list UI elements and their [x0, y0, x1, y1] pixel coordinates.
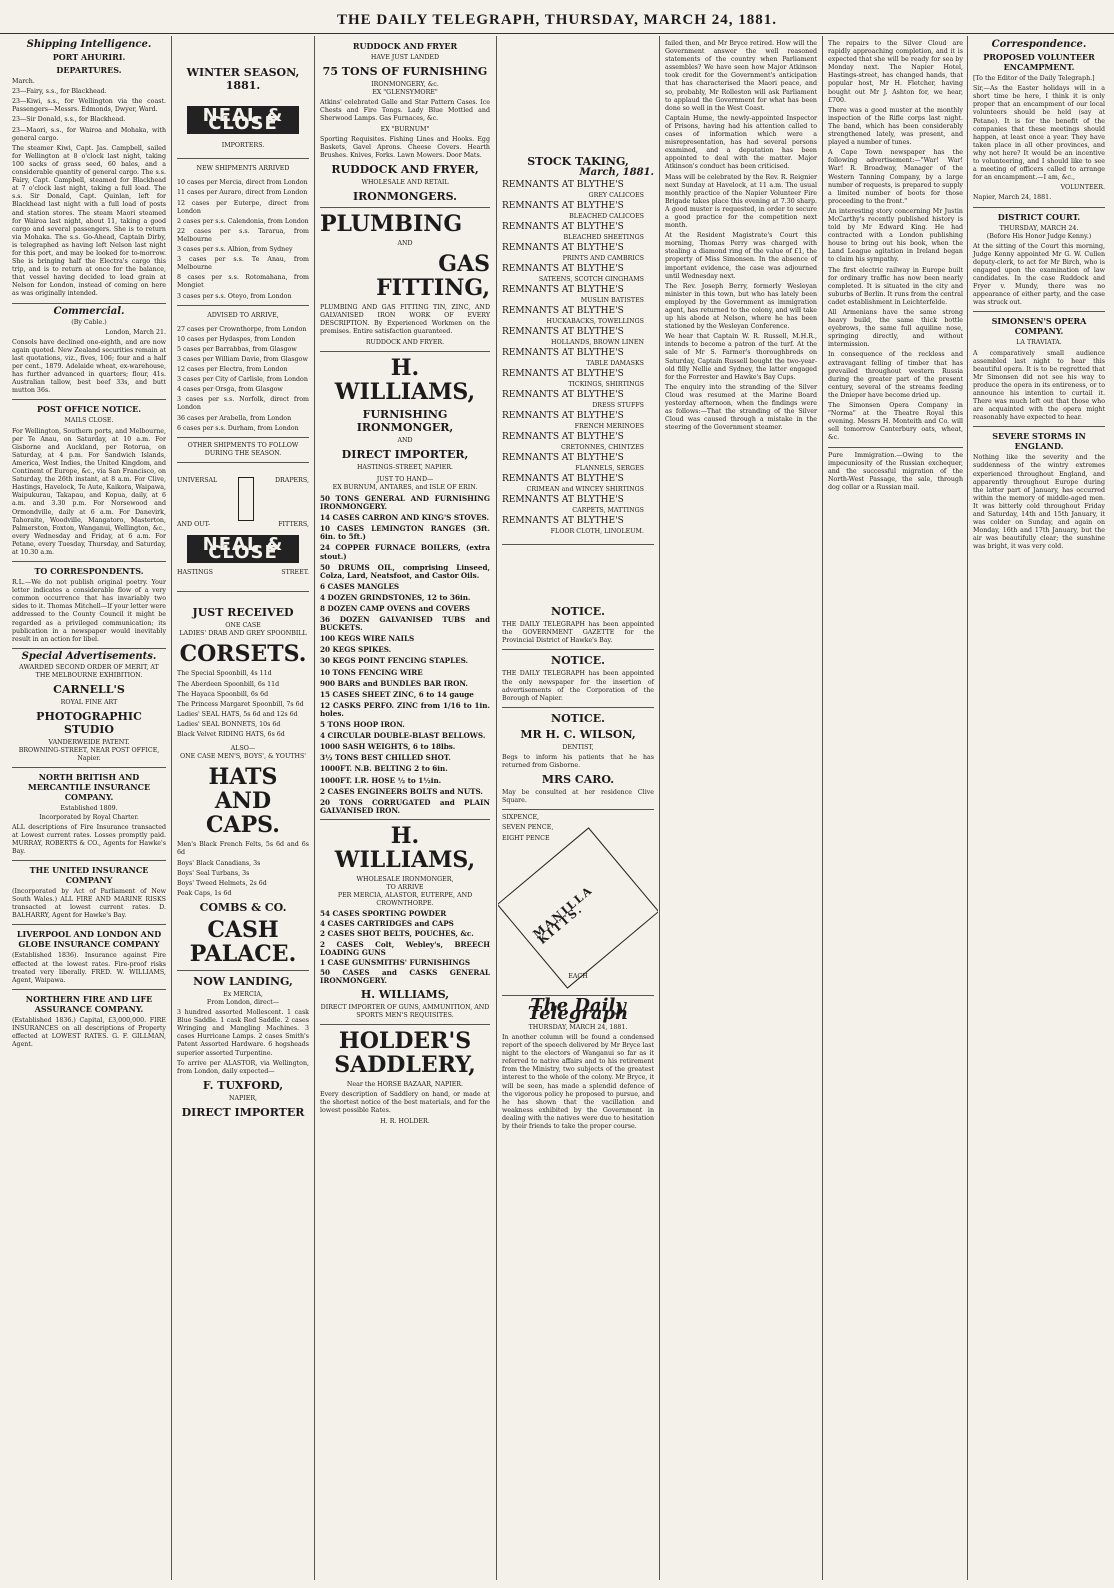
stock-item: 12 CASKS PERFO. ZINC from 1/16 to 1in. holes. [320, 700, 490, 718]
manilla-kitts-diagonal [498, 827, 658, 988]
liverpool-text: (Established 1836). Insurance against Fire effected at the lowest rates. Fire-proof risks treated very liberally. FRED. W. WILLIAMS, Agent, Waipawa. [12, 952, 166, 984]
shipment-item: 22 cases per s.s. Tararua, from Melbourne [177, 227, 309, 243]
northern-text: (Established 1836.) Capital, £3,000,000. FIRE INSURANCES on all descriptions of Property effected at LOWEST RATES. G. F. GILLMAN, Agent. [12, 1016, 166, 1049]
text-2: There was a good muster at the monthly inspection of the Rifle corps last night. The band, which has been considerably strengthened lately, was present, and played a number of tunes. [828, 106, 963, 147]
hat-item: Boys' Tweed Helmets, 2s 6d [177, 879, 267, 887]
stock-taking: STOCK TAKING, [527, 155, 629, 168]
stock-item: 20 TONS CORRUGATED and PLAIN GALVANISED IRON. [320, 797, 490, 815]
telegraph-date: THURSDAY, MARCH 24, 1881. [528, 1023, 628, 1031]
column-1 [8, 36, 170, 1580]
stock-item: 10 CASES LEMINGTON RANGES (3ft. 6in. to 5ft.) [320, 524, 490, 542]
notice-2-text: THE DAILY TELEGRAPH has been appointed the only newspaper for the insertion of advertisements of the Corporation of the Borough of Napier. [502, 670, 654, 702]
manilla-kitts: MANILLA KITTS. [530, 882, 596, 947]
departure-line: 23—Sir Donald, s.s., for Blackhead. [12, 116, 126, 124]
simonsen-title: SIMONSEN'S OPERA COMPANY. [991, 316, 1087, 337]
remnant-goods: HOLLANDS, BROWN LINEN [550, 339, 644, 347]
hat-item: Men's Black French Felts, 5s 6d and 6s 6d [177, 841, 309, 857]
advised-item: 6 cases per s.s. Durham, from London [177, 424, 299, 432]
opera-text: A comparatively small audience assembled last night to hear this beautiful opera. It is to be regretted that Mr Simonsen did not see his way to produce the opera in its entireness, or to announce his intention to curtail it. There was much left out that those who are acquainted with the opera might reasonably have expected to hear. [973, 349, 1105, 422]
column-5 [661, 36, 821, 1580]
remnant-heading: REMNANTS AT BLYTHE'S [502, 201, 624, 212]
shipment-item: 11 cases per Auraro, direct from London [177, 189, 308, 197]
stock-item: 3½ TONS BEST CHILLED SHOT. [320, 753, 451, 763]
united-title: THE UNITED INSURANCE COMPANY [29, 865, 149, 886]
stock-item: 100 KEGS WIRE NAILS [320, 634, 415, 644]
departure-line: 23—Fairy, s.s., for Blackhead. [12, 88, 107, 96]
from-london: From London, direct— [206, 998, 280, 1006]
shipment-item: 2 cases per s.s. Calendonia, from London [177, 217, 309, 225]
remnant-heading: REMNANTS AT BLYTHE'S [502, 495, 624, 506]
remnant-goods: MUSLIN BATISTES [580, 297, 644, 305]
tons-furnishing: 75 TONS OF FURNISHING [322, 65, 488, 79]
advised: ADVISED TO ARRIVE, [207, 311, 279, 319]
napier-date: Napier, March 24, 1881. [973, 194, 1052, 202]
telegraph-title: The Daily Telegraph [527, 994, 629, 1024]
stock-list [320, 495, 490, 815]
march-label: March. [12, 78, 35, 86]
remnant-heading: REMNANTS AT BLYTHE'S [502, 432, 624, 443]
street: STREET. [281, 569, 309, 577]
remnants-list [502, 180, 654, 536]
stock-item: 20 KEGS SPIKES. [320, 645, 392, 655]
one-case: ONE CASE [225, 622, 261, 630]
remnant-entry [502, 495, 654, 515]
stock-item: 900 BARS and BUNDLES BAR IRON. [320, 678, 468, 688]
text-3: Mass will be celebrated by the Rev. R. Reignier next Sunday at Havelock, at 11 a.m. The usual monthly practice of the Napier Volunteer Fire Brigade takes place this evening at 7.30 sharp. A good muster is requested, in order to secure a good practice for the competition next month. [665, 173, 817, 230]
departure-line: 23—Kiwi, s.s., for Wellington via the coast. Passengers—Messrs. Edmonds, Dwyer, Ward. [12, 98, 166, 114]
remnant-goods: BLEACHED SHEETINGS [563, 234, 644, 242]
and-1: AND [397, 240, 413, 248]
departure-line: 23—Maori, s.s., for Wairoa and Mohaka, with general cargo. [12, 126, 166, 142]
have-landed: HAVE JUST LANDED [370, 54, 440, 61]
wilson-text: Begs to inform his patients that he has returned from Gisborne. [502, 753, 654, 770]
remnant-goods: DRESS STUFFS [592, 402, 644, 410]
stock-item: 1000 SASH WEIGHTS, 6 to 18lbs. [320, 742, 456, 752]
remnant-entry [502, 348, 654, 368]
remnant-goods: FRENCH MERINOES [574, 423, 644, 431]
incorporated: Incorporated by Royal Charter. [39, 813, 139, 821]
mails-close: MAILS CLOSE. [64, 417, 114, 425]
neal-close-logo-2: NEAL & CLOSE [187, 535, 299, 563]
notice-1-text: THE DAILY TELEGRAPH has been appointed the GOVERNMENT GAZETTE for the Provincial District of Hawke's Bay. [502, 621, 654, 645]
remnant-goods: TABLE DAMASKS [586, 360, 644, 368]
remnant-entry [502, 516, 654, 536]
corset-item: Black Velvet RIDING HATS, 6s 6d [177, 731, 285, 739]
wholesale-ironmonger: WHOLESALE IRONMONGER, [356, 875, 454, 883]
now-landing: NOW LANDING, [193, 974, 293, 988]
wilson: MR H. C. WILSON, [520, 727, 636, 741]
storms-title: SEVERE STORMS IN ENGLAND. [992, 431, 1086, 452]
remnant-heading: REMNANTS AT BLYTHE'S [502, 411, 624, 422]
remnant-goods: PRINTS AND CAMBRICS [562, 255, 644, 263]
stock-item: 2 CASES ENGINEERS BOLTS and NUTS. [320, 786, 483, 796]
arrive-item: 1 CASE GUNSMITHS' FURNISHINGS [320, 957, 471, 967]
ex-ships: EX BURNUM, ANTARES, and ISLE OF ERIN. [332, 483, 478, 491]
stock-item: 8 DOZEN CAMP OVENS and COVERS [320, 604, 470, 613]
each: EACH [568, 972, 588, 980]
combs: COMBS & CO. [199, 900, 287, 914]
remnant-entry [502, 453, 654, 473]
shipment-item: 3 cases per s.s. Oteyo, from London [177, 292, 292, 300]
shipping-text: The steamer Kiwi, Capt. Jas. Campbell, sailed for Wellington at 8 o'clock last night, taking 100 sacks of grass seed, 60 bales, and a considerable quantity of general cargo. The s.s. Fairy, Capt. Campbell, steamed for Blackhead at 7 o'clock last night, taking a full load. The s.s. Sir Donald, Capt. Quinlan, left for Blackhead last night with a full load of posts and station stores. The steam Maori steamed for Wairoa last night, about 11, taking a good cargo and several passengers. She is to return via Mohaka. The s.s. Go-Ahead, Captain Dirby, is telegraphed as having left Nelson last night for this port, and may be looked for to-morrow. She is bringing half the Electra's cargo this trip, and is to return at once for the balance, that vessel having decided to load grain at Nelson for London, instead of coming on here as was originally intended. [12, 144, 166, 298]
winter-season: WINTER SEASON, 1881. [186, 66, 300, 92]
la-traviata: LA TRAVIATA. [1016, 339, 1062, 347]
ruddock-fryer: RUDDOCK AND FRYER, [331, 162, 479, 176]
ex-mercia: Ex MERCIA, [223, 990, 263, 998]
remnant-heading: REMNANTS AT BLYTHE'S [502, 516, 624, 527]
items-2: Sporting Requisites. Fishing Lines and Hooks. Egg Baskets, Gavel Aprons. Cheese Covers. Hearth Brushes. Knives, Forks. Lawn Mowers. Door Mats. [320, 135, 490, 159]
cash-palace: CASH PALACE. [189, 916, 297, 967]
ruddock-fryer-2: RUDDOCK AND FRYER. [365, 338, 445, 346]
remnant-heading: REMNANTS AT BLYTHE'S [502, 264, 624, 275]
notice-2-title: NOTICE. [551, 654, 605, 668]
remnant-heading: REMNANTS AT BLYTHE'S [502, 453, 624, 464]
court-text: At the sitting of the Court this morning, Judge Kenny appointed Mr G. W. Cullen deputy-clerk, to act for Mr Birch, who is engaged upon the examination of law candidates. In the case Ruddock and Fryer v. Mundy, there was no appearance of either party, and the case was struck out. [973, 242, 1105, 307]
text-5: The first electric railway in Europe built for ordinary traffic has now been nearly completed. It is situated in the city and suburbs of Berlin. It runs from the central cadet establishment in Leichterfelde. [828, 266, 963, 306]
advised-item: 12 cases per Electra, from London [177, 366, 288, 374]
direct-importer: DIRECT IMPORTER, [341, 447, 469, 461]
remnant-heading: REMNANTS AT BLYTHE'S [502, 306, 624, 317]
remnant-heading: REMNANTS AT BLYTHE'S [502, 243, 624, 254]
photographic-studio: PHOTOGRAPHIC STUDIO [36, 710, 142, 737]
northern-title: NORTHERN FIRE AND LIFE ASSURANCE COMPANY. [25, 993, 153, 1014]
remnant-entry [502, 474, 654, 494]
ladies: LADIES' DRAB AND GREY SPOONBILL [179, 630, 307, 638]
remnant-entry [502, 180, 654, 200]
plumbing-text: PLUMBING AND GAS FITTING TIN, ZINC, AND GALVANISED IRON WORK OF EVERY DESCRIPTION. By Experienced Workmen on the premises. Entire satisfaction guaranteed. [320, 304, 490, 336]
just-to-hand: JUST TO HAND— [376, 475, 434, 483]
stock-item: 4 CIRCULAR DOUBLE-BLAST BELLOWS. [320, 731, 486, 741]
advised-item: 5 cases per Barrabbas, from Glasgow [177, 345, 297, 353]
remnant-goods: CRETONNES, CHINTZES [560, 444, 644, 452]
stock-item: 15 CASES SHEET ZINC, 6 to 14 gauge [320, 689, 474, 699]
and-2: AND [397, 436, 413, 444]
holder-saddlery: HOLDER'S SADDLERY, [334, 1028, 476, 1079]
remnant-heading: REMNANTS AT BLYTHE'S [502, 285, 624, 296]
stock-item: 10 TONS FENCING WIRE [320, 667, 423, 677]
hats-and-caps: HATS AND CAPS. [206, 764, 280, 839]
shipment-item: 3 cases per s.s. Albion, from Sydney [177, 246, 293, 254]
text-2: Captain Hume, the newly-appointed Inspector of Prisons, having had his attention called to cases of information which were a misrepresentation, has had several persons examined, and a deputation has been appointed to deal with the matter. Major Atkinson's conduct has been criticised. [665, 114, 817, 171]
landing-items: 3 hundred assorted Mollescent. 1 cask Blue Saddle. 1 cask Red Saddle. 2 cases Wringing and Mangling Machines. 3 cases Hurricane Lamps. 2 cases Smith's Patent Assorted Hardware. 6 hogsheads superior assorted Turpentine. [177, 1009, 309, 1057]
notice-3-title: NOTICE. [551, 711, 605, 725]
remnant-goods: FLOOR CLOTH, LINOLEUM. [550, 528, 644, 536]
text-1: The repairs to the Silver Cloud are rapidly approaching completion, and it is expected that she will be ready for sea by Monday next. The Napier Hotel, Hastings-street, has changed hands, that popular host, Mr H. Fletcher, having bought out Mr J. Ashton for, we hear, £700. [828, 40, 963, 104]
by-cable: (By Cable.) [71, 318, 107, 326]
importer-guns: DIRECT IMPORTER OF GUNS, AMMUNITION, AND SPORTS MEN'S REQUISITES. [320, 1004, 490, 1020]
remnant-goods: GREY CALICOES [588, 192, 644, 200]
plumbing: PLUMBING [320, 211, 463, 238]
carnell: CARNELL'S [53, 683, 125, 697]
tuxford: F. TUXFORD, [202, 1078, 284, 1092]
proposed-encampment: PROPOSED VOLUNTEER ENCAMPMENT. [983, 52, 1095, 73]
correspondents-text: R.L.—We do not publish original poetry. Your letter indicates a considerable flow of a very common occurrence that has invariably two sides to it. Thomas Mitchell—If your letter were addressed to the County Council it might be regarded as a privileged communication; its publication in a newspaper would inevitably result in an action for libel. [12, 579, 166, 643]
correspondents-title: TO CORRESPONDENTS. [34, 566, 144, 577]
per-ships: PER MERCIA, ALASTOR, EUTERPE, AND CROWNTHORPE. [337, 892, 473, 908]
remnant-heading: REMNANTS AT BLYTHE'S [502, 474, 624, 485]
vanderweide: VANDERWEIDE PATENT. [48, 739, 130, 747]
stock-item: 36 DOZEN GALVANISED TUBS and BUCKETS. [320, 615, 490, 633]
arrive-item: 2 CASES Colt, Webley's, BREECH LOADING GUNS [320, 939, 490, 957]
shipping-title: Shipping Intelligence. [26, 39, 152, 50]
text-4: An interesting story concerning Mr Justin McCarthy's recently published history is told by Mr Edward King. He had contracted with a London publishing house to bring out his book, when the Land League agitation in Ireland began to claim his sympathy. [828, 207, 963, 264]
column-7 [969, 36, 1109, 1580]
thursday: THURSDAY, MARCH 24. [999, 224, 1079, 232]
stock-item: 1000FT. I.R. HOSE ½ to 1½in. [320, 775, 442, 785]
remnant-entry [502, 222, 654, 242]
district-court: DISTRICT COURT. [997, 211, 1081, 222]
commercial-title: Commercial. [53, 305, 125, 317]
remnant-heading: REMNANTS AT BLYTHE'S [502, 327, 624, 338]
wholesale: WHOLESALE AND RETAIL [361, 178, 449, 186]
ironmongery: IRONMONGERY, &c. [371, 81, 439, 89]
shipment-item: 12 cases per Euterpe, direct from London [177, 199, 309, 215]
before-judge: (Before His Honor Judge Kenny.) [986, 232, 1092, 240]
stock-item: 50 TONS GENERAL AND FURNISHING IRONMONGERY. [320, 493, 490, 512]
new-shipments: NEW SHIPMENTS ARRIVED [196, 165, 290, 173]
port-heading: PORT AHURIRI. [52, 52, 126, 63]
caro: MRS CARO. [541, 773, 615, 787]
ruddock-head: RUDDOCK AND FRYER [352, 41, 458, 51]
remnant-entry [502, 306, 654, 326]
storms-text: Nothing like the severity and the suddenness of the wintry extremes experienced throughout England, and apparently throughout Europe during the latter part of January, has occurred within the memory of middle-aged men. It was bitterly cold throughout Friday and Saturday, 14th and 15th January, it was colder on Sunday, and again on Monday, 16th and 17th January, but the air was beautifully clear; the sunshine was bright, it was very cold. [973, 454, 1105, 551]
advised-item: 3 cases per William Davie, from Glasgow [177, 355, 308, 363]
advised-item: 4 cases per Orsga, from Glasgow [177, 386, 283, 394]
correspondence-title: Correspondence. [991, 39, 1087, 50]
special-ads-title: Special Advertisements. [21, 650, 157, 662]
corset-item: Ladies' SEAL HATS, 5s 6d and 12s 6d [177, 710, 298, 718]
leader-text: In another column will be found a condensed report of the speech delivered by Mr Bryce last night to the electors of Wanganui so far as it referred to native affairs and to his retirement from the Ministry, two subjects of the greatest interest to the whole of the colony. Mr Bryce, it will be seen, has made a splendid defence of the vigorous policy he proposed to pursue, and he has shown that the vacillation and weakness exhibited by the Government in dealing with the natives were due to hesitation by their friends to take the proper course. [502, 1033, 654, 1130]
text-4: At the Resident Magistrate's Court this morning, Thomas Perry was charged with stealing a diamond ring of the value of £1, the property of Miss Simonsen. In the absence of important evidence, the case was adjourned until Wednesday next. [665, 232, 817, 280]
holder-text: Every description of Saddlery on hand, or made at the shortest notice of the best materials, and for the lowest possible Rates. [320, 1091, 490, 1115]
remnant-goods: BLEACHED CALICOES [569, 213, 644, 221]
also: ALSO— [230, 745, 256, 753]
holder-sign: H. R. HOLDER. [380, 1117, 430, 1125]
neal-close-logo: NEAL & CLOSE [187, 106, 299, 134]
remnant-entry [502, 432, 654, 452]
remnant-heading: REMNANTS AT BLYTHE'S [502, 369, 624, 380]
hat-item: Boys' Seal Turbans, 3s [177, 869, 250, 877]
correspondence-text: Sir,—As the Easter holidays will in a short time be here, I think it is only proper that an encampment of our local volunteers should be held (say at Petane). It is for the benefit of the companies that these meetings should happen, at least once a year. They have taken place in all other provinces, and why not here? It would be an incentive to volunteering, and I should like to see a meeting of officers called to arrange for an encampment.—I am, &c., [973, 85, 1105, 182]
advised-item: 3 cases per City of Carlisle, from London [177, 376, 308, 384]
awarded: AWARDED SECOND ORDER OF MERIT, AT THE MELBOURNE EXHIBITION. [19, 663, 159, 679]
arrive-text: To arrive per ALASTOR, via Wellington, from London, daily expected— [177, 1059, 309, 1075]
stock-item: 24 COPPER FURNACE BOILERS, (extra stout.) [320, 543, 490, 561]
remnant-goods: CARPETS, MATTINGS [572, 507, 644, 515]
remnant-entry [502, 390, 654, 410]
corset-item: The Aberdeen Spoonbill, 6s 11d [177, 680, 280, 688]
corset-item: The Princess Margaret Spoonbill, 7s 6d [177, 700, 304, 708]
advised-item: 36 cases per Arabella, from London [177, 414, 292, 422]
neal-close-vertical-logo [238, 477, 254, 521]
commercial-text: Consols have declined one-eighth, and are now again quoted. New Zealand securities remain at last quotations, viz., fives, 106; four and a half per cent., 1879. Adelaide wheat, ex-warehouse, has further advanced in quarters; flour, 41s. Australian tallow, best beef 33s, and butt mutton 36s. [12, 338, 167, 395]
arrive-item: 4 CASES CARTRIDGES and CAPS [320, 919, 454, 929]
london-dateline: London, March 21. [105, 328, 166, 336]
notice-1-title: NOTICE. [551, 605, 605, 619]
stock-item: 50 DRUMS OIL, comprising Linseed, Colza, Lard, Neatsfoot, and Castor Oils. [320, 562, 490, 580]
hat-item: Boys' Black Canadians, 3s [177, 859, 261, 867]
remnant-goods: SATEENS, SCOTCH GINGHAMS [538, 276, 644, 284]
to-editor: [To the Editor of the Daily Telegraph.] [973, 75, 1095, 83]
corset-item: The Special Spoonbill, 4s 11d [177, 670, 272, 678]
price-3: EIGHT PENCE [502, 834, 550, 842]
royal: ROYAL FINE ART [60, 699, 118, 707]
column-4 [498, 36, 658, 1580]
volunteer-sign: VOLUNTEER. [1060, 184, 1105, 192]
remnant-goods: CRIMEAN and WINCEY SHIRTINGS [526, 486, 644, 494]
text-1: failed then, and Mr Bryce retired. How will the Government answer the well reasoned statements of the country when Parliament assembles? We have seen how Major Atkinson took credit for the Government's anticipation that has characterised the Maori peace, and so, probably, Mr Rolleston will ask Parliament to applaud the Government for what has been done so well in the West Coast. [665, 40, 817, 112]
post-office-text: For Wellington, Southern ports, and Melbourne, per Te Anau, on Saturday, at 10 a.m. For Gisborne and Auckland, per Rotorua, on Saturday, at 4 p.m. For Sandwich Islands, America, West Indies, the United Kingdom, and Continent of Europe, &c., via San Francisco, on Saturday, the 26th instant, at 8 a.m. For Clive, Hastings, Havelock, Te Aute, Kaikora, Waipawa, Waipukurau, Takapau, and Kopua, daily, at 6 a.m. and 3.30 p.m. For Norsewood and Ormondville, daily at 6 a.m. For Danevirk, Tahoraite, Woodville, Mangatoro, Masterton, Palmerston, Foxton, Wanganui, Wellington, &c., every Wednesday and Friday, at 6 a.m. For Petane, every Tuesday, Thursday, and Saturday, at 10.30 a.m. [12, 427, 166, 556]
united-text: (Incorporated by Act of Parliament of New South Wales.) ALL FIRE AND MARINE RISKS transacted at lowest current rates. D. BALHARRY, Agent for Hawke's Bay. [12, 888, 166, 920]
text-3: A Cape Town newspaper has the following advertisement:—"War! War! War! R. Broadway, Manager of the Western Tanning Company, by a large number of requests, is prepared to supply a limited number of boots for those proceeding to the front." [828, 149, 963, 205]
items-1: Atkins' celebrated Galle and Star Pattern Cases. Ice Chests and Fire Tongs. Lady Blue Mottled and Sherwood Lamps. Gas Furnaces, &c. [320, 99, 490, 123]
gas-fitting: GAS FITTING, [376, 251, 490, 302]
arrive-item: 2 CASES SHOT BELTS, POUCHES, &c. [320, 929, 474, 939]
ex-glen: EX "GLENSYMORE" [372, 89, 438, 97]
napier: NAPIER, [228, 1094, 258, 1102]
column-2 [173, 36, 313, 1580]
stock-item: 14 CASES CARRON AND KING'S STOVES. [320, 513, 489, 523]
hastings-street: HASTINGS-STREET, NAPIER. [356, 463, 454, 471]
holder-address: Near the HORSE BAZAAR, NAPIER. [346, 1081, 464, 1089]
text-5: The Rev. Joseph Berry, formerly Wesleyan minister in this town, but who has lately been employed by the Government as immigration agent, has returned to the colony, and will take up his abode at Nelson, where he has been stationed by the Wesleyan Conference. [665, 282, 817, 331]
remnant-entry [502, 201, 654, 221]
post-office-title: POST OFFICE NOTICE. [36, 404, 142, 415]
furnishing-ironmonger: FURNISHING IRONMONGER, [356, 407, 454, 434]
remnant-entry [502, 411, 654, 431]
hastings: HASTINGS [177, 569, 213, 577]
h-williams-3: H. WILLIAMS, [360, 988, 450, 1001]
remnant-goods: TICKINGS, SHIRTINGS [568, 381, 644, 389]
advised-item: 3 cases per s.s. Norfolk, direct from London [177, 396, 309, 412]
text-8: The Simonsen Opera Company in "Norma" at the Theatre Royal this evening. Messrs H. Monteith and Co. will sell tomorrow Canterbury oats, wheat, &c. [828, 402, 963, 442]
column-3 [316, 36, 494, 1580]
remnant-entry [502, 243, 654, 263]
fitters: FITTERS, [278, 520, 309, 528]
dentist: DENTIST, [562, 743, 594, 751]
established: Established 1809. [60, 805, 118, 813]
and-out: AND OUT- [177, 520, 211, 528]
shipment-item: 10 cases per Mercia, direct from London [177, 179, 308, 187]
remnant-heading: REMNANTS AT BLYTHE'S [502, 390, 624, 401]
corset-item: The Hayaca Spoonbill, 6s 6d [177, 690, 269, 698]
departures-heading: DEPARTURES. [56, 65, 122, 76]
stock-date: March, 1881. [579, 167, 654, 179]
remnant-entry [502, 285, 654, 305]
north-british-text: ALL descriptions of Fire Insurance transacted at Lowest current rates. Losses promptly paid. MURRAY, ROBERTS & CO., Agents for Hawke's Bay. [12, 823, 166, 855]
stock-item: 1000FT. N.B. BELTING 2 to 6in. [320, 764, 448, 774]
north-british-title: NORTH BRITISH AND MERCANTILE INSURANCE COMPANY. [27, 772, 151, 803]
drapers: DRAPERS, [274, 476, 309, 484]
text-6: All Armenians have the same strong heavy build, the same thick bottle eyebrows, the same full aquiline nose, springing directly, and without intermission. [828, 309, 963, 349]
text-6: We hear that Captain W. R. Russell, M.H.R., intends to become a patron of the turf. At the sale of Mr S. Farmer's thoroughbreds on Saturday, Captain Russell bought the two-year-old filly Nellie and Sydney, the latter engaged for the Forrester and Hawke's Bay Cups. [665, 333, 817, 381]
to-arrive: TO ARRIVE [386, 883, 424, 891]
remnant-heading: REMNANTS AT BLYTHE'S [502, 222, 624, 233]
remnant-entry [502, 369, 654, 389]
remnant-goods: FLANNELS, SERGES [575, 465, 644, 473]
hat-item: Peak Caps, 1s 6d [177, 889, 232, 897]
remnant-heading: REMNANTS AT BLYTHE'S [502, 180, 624, 191]
price-2: SEVEN PENCE, [502, 824, 554, 832]
stock-item: 30 KEGS POINT FENCING STAPLES. [320, 656, 469, 666]
stock-item: 4 DOZEN GRINDSTONES, 12 to 36in. [320, 592, 471, 602]
price-1: SIXPENCE, [502, 814, 540, 822]
universal: UNIVERSAL [177, 476, 218, 484]
liverpool-title: LIVERPOOL AND LONDON AND GLOBE INSURANCE COMPANY [16, 929, 162, 950]
corsets: CORSETS. [179, 641, 307, 668]
text-7: The enquiry into the stranding of the Silver Cloud was resumed at the Marine Board yesterday afternoon, when the findings were as follows:—That the stranding of the Silver Cloud was caused through a mistake in the steering of the Government steamer. [665, 383, 817, 432]
remnant-entry [502, 327, 654, 347]
arrive-item: 54 CASES SPORTING POWDER [320, 909, 447, 919]
arrive-item: 50 CASES and CASKS GENERAL IRONMONGERY. [320, 967, 490, 985]
masthead: THE DAILY TELEGRAPH, THURSDAY, MARCH 24, 1881. [0, 0, 1114, 34]
other-shipments: OTHER SHIPMENTS TO FOLLOW DURING THE SEASON. [187, 441, 299, 457]
browning-street: BROWNING-STREET, NEAR POST OFFICE, Napier. [18, 747, 160, 763]
stock-item: 6 CASES MANGLES [320, 581, 400, 591]
remnant-goods: HUCKABACKS, TOWELLINGS [546, 318, 644, 326]
stock-item: 5 TONS HOOP IRON. [320, 720, 405, 730]
h-williams: H. WILLIAMS, [334, 354, 476, 405]
importers: IMPORTERS. [221, 142, 265, 150]
hats-intro: ONE CASE MEN'S, BOYS', & YOUTHS' [179, 753, 306, 761]
arrive-list [320, 910, 490, 985]
h-williams-2: H. WILLIAMS, [334, 822, 476, 873]
remnant-heading: REMNANTS AT BLYTHE'S [502, 348, 624, 359]
direct-importer: DIRECT IMPORTER [181, 1105, 305, 1119]
just-received: JUST RECEIVED [192, 606, 294, 620]
pure-immigration: Pure Immigration.—Owing to the impecuniosity of the Russian exchequer, and the successful migration of the North-West Passage, the sale, through dog collar or a Russian mail. [828, 451, 963, 491]
advised-item: 27 cases per Crownthorpe, from London [177, 325, 307, 333]
column-6 [824, 36, 967, 1580]
ex-burnum: EX "BURNUM" [380, 125, 430, 133]
remnant-entry [502, 264, 654, 284]
shipment-item: 3 cases per s.s. Te Anau, from Melbourne [177, 256, 309, 272]
caro-text: May be consulted at her residence Clive Square. [502, 789, 654, 805]
advised-item: 10 cases per Hydaspes, from London [177, 335, 296, 343]
text-7: In consequence of the reckless and extravagant felling of timber that has prevailed throughout western Russia during the greater part of the present century, several of the streams feeding the Dnieper have become dried up. [828, 351, 963, 399]
ironmongers: IRONMONGERS. [352, 190, 458, 204]
corset-item: Ladies' SEAL BONNETS, 10s 6d [177, 720, 281, 728]
shipment-item: 8 cases per s.s. Rotomahana, from Mongiet [177, 274, 309, 290]
